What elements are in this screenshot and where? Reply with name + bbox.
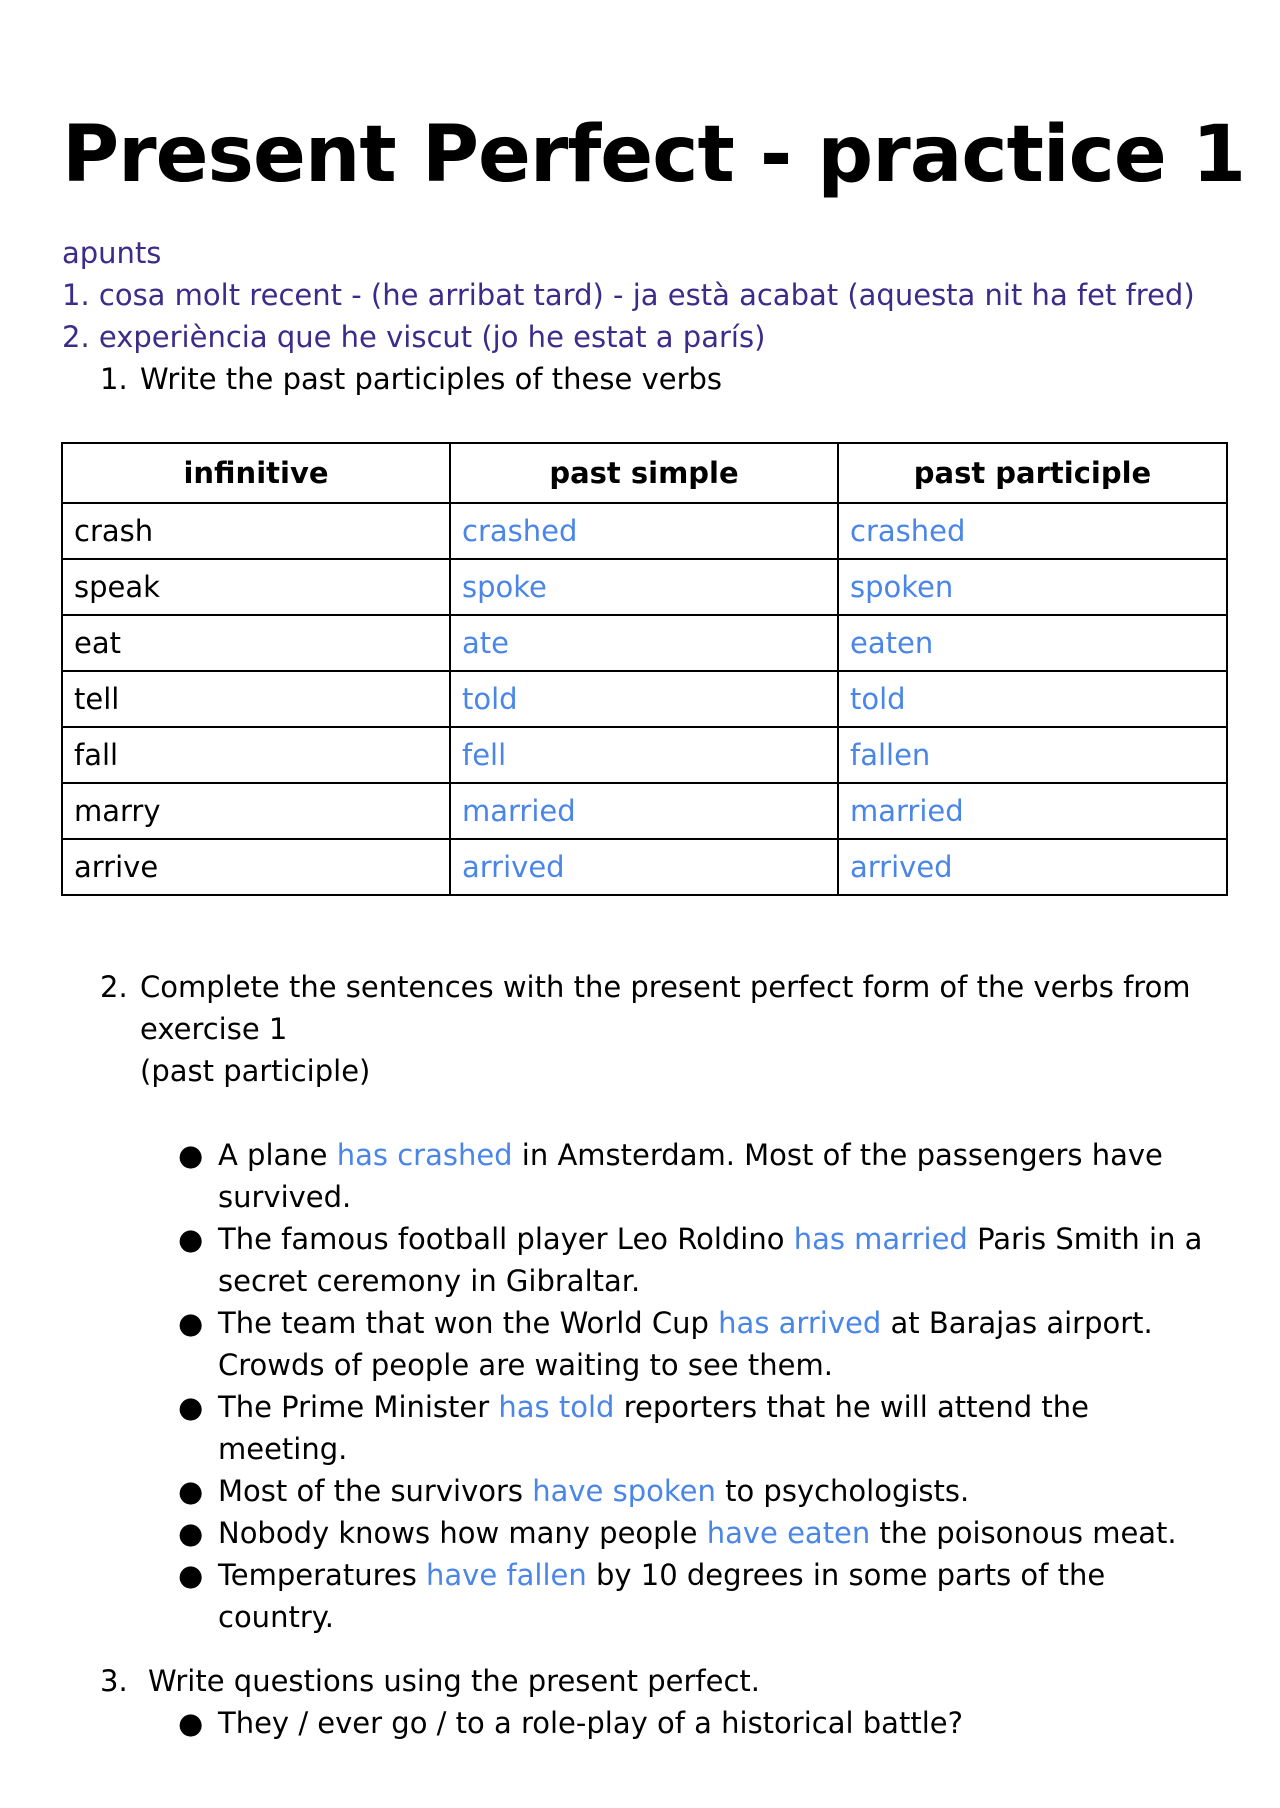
header-past-simple: past simple	[450, 443, 838, 503]
sentence-before: The famous football player Leo Roldino	[218, 1222, 794, 1256]
cell-infinitive: arrive	[62, 839, 450, 895]
cell-past-simple[interactable]: spoke	[450, 559, 838, 615]
notes-heading: apunts	[62, 236, 162, 270]
sentence-before: Nobody knows how many people	[218, 1516, 707, 1550]
exercise-2-instruction-line-2: exercise 1	[140, 1012, 288, 1046]
list-item	[178, 1134, 1218, 1218]
verbs-table	[61, 442, 1228, 896]
sentence-after: the poisonous meat.	[870, 1516, 1177, 1550]
list-item	[178, 1702, 963, 1744]
sentence-answer[interactable]: has told	[498, 1390, 615, 1424]
sentence-before: The team that won the World Cup	[218, 1306, 719, 1340]
exercise-1-number: 1.	[100, 362, 128, 396]
sentence-before: A plane	[218, 1138, 337, 1172]
header-infinitive: infinitive	[62, 443, 450, 503]
table-row	[62, 783, 1227, 839]
list-item	[178, 1218, 1218, 1302]
sentence-after: Paris Smith in a secret ceremony in Gibraltar.	[218, 1222, 1203, 1298]
sentence-answer[interactable]: have eaten	[706, 1516, 871, 1550]
list-item	[178, 1386, 1218, 1470]
sentence-answer[interactable]: has married	[793, 1222, 968, 1256]
exercise-1-instruction: Write the past participles of these verbs	[140, 362, 723, 396]
sentence-before: The Prime Minister	[218, 1390, 499, 1424]
table-row	[62, 727, 1227, 783]
table-header-row	[62, 443, 1227, 503]
cell-past-participle[interactable]: spoken	[838, 559, 1227, 615]
sentence-answer[interactable]: has crashed	[336, 1138, 513, 1172]
sentence-answer[interactable]: have spoken	[532, 1474, 716, 1508]
cell-past-simple[interactable]: ate	[450, 615, 838, 671]
list-item	[178, 1302, 1218, 1386]
questions-list	[178, 1702, 963, 1744]
table-row	[62, 671, 1227, 727]
cell-past-simple[interactable]: told	[450, 671, 838, 727]
cell-past-simple[interactable]: crashed	[450, 503, 838, 559]
sentence-after: at Barajas airport. Crowds of people are waiting to see them.	[218, 1306, 1153, 1382]
notes-line-2: 2. experiència que he viscut (jo he estat a parís)	[62, 320, 766, 354]
list-item	[178, 1512, 1218, 1554]
bullet-icon: ●	[178, 1706, 204, 1740]
bullet-icon: ●	[178, 1138, 204, 1172]
exercise-3-instruction: Write questions using the present perfect.	[148, 1664, 760, 1698]
table-row	[62, 559, 1227, 615]
header-past-participle: past participle	[838, 443, 1227, 503]
sentence-before: Temperatures	[218, 1558, 427, 1592]
sentence-after: in Amsterdam. Most of the passengers have survived.	[218, 1138, 1163, 1214]
cell-infinitive: marry	[62, 783, 450, 839]
question-prompt: They / ever go / to a role-play of a historical battle?	[218, 1706, 963, 1740]
sentence-answer[interactable]: have fallen	[426, 1558, 587, 1592]
list-item	[178, 1470, 1218, 1512]
bullet-icon: ●	[178, 1222, 204, 1256]
cell-infinitive: crash	[62, 503, 450, 559]
list-item	[178, 1554, 1218, 1638]
cell-infinitive: tell	[62, 671, 450, 727]
exercise-2-number: 2.	[100, 970, 128, 1004]
exercise-3-number: 3.	[100, 1664, 128, 1698]
cell-infinitive: fall	[62, 727, 450, 783]
bullet-icon: ●	[178, 1306, 204, 1340]
cell-infinitive: speak	[62, 559, 450, 615]
cell-past-simple[interactable]: fell	[450, 727, 838, 783]
table-row	[62, 503, 1227, 559]
sentence-answer[interactable]: has arrived	[718, 1306, 882, 1340]
cell-past-participle[interactable]: crashed	[838, 503, 1227, 559]
cell-past-simple[interactable]: married	[450, 783, 838, 839]
exercise-2-instruction	[140, 966, 1191, 1092]
exercise-2-instruction-line-3: (past participle)	[140, 1054, 371, 1088]
bullet-icon: ●	[178, 1558, 204, 1592]
cell-past-simple[interactable]: arrived	[450, 839, 838, 895]
cell-past-participle[interactable]: eaten	[838, 615, 1227, 671]
cell-past-participle[interactable]: married	[838, 783, 1227, 839]
sentence-after: reporters that he will attend the meeting.	[218, 1390, 1089, 1466]
cell-past-participle[interactable]: arrived	[838, 839, 1227, 895]
cell-infinitive: eat	[62, 615, 450, 671]
sentence-after: by 10 degrees in some parts of the country.	[218, 1558, 1106, 1634]
notes-block	[62, 232, 1195, 358]
sentences-list	[178, 1134, 1218, 1638]
bullet-icon: ●	[178, 1474, 204, 1508]
page-title: Present Perfect - practice 1	[62, 110, 1246, 200]
bullet-icon: ●	[178, 1516, 204, 1550]
cell-past-participle[interactable]: fallen	[838, 727, 1227, 783]
sentence-before: Most of the survivors	[218, 1474, 533, 1508]
bullet-icon: ●	[178, 1390, 204, 1424]
exercise-2-instruction-line-1: Complete the sentences with the present perfect form of the verbs from	[140, 970, 1191, 1004]
notes-line-1: 1. cosa molt recent - (he arribat tard) - ja està acabat (aquesta nit ha fet fred)	[62, 278, 1195, 312]
sentence-after: to psychologists.	[715, 1474, 970, 1508]
table-row	[62, 839, 1227, 895]
table-row	[62, 615, 1227, 671]
cell-past-participle[interactable]: told	[838, 671, 1227, 727]
